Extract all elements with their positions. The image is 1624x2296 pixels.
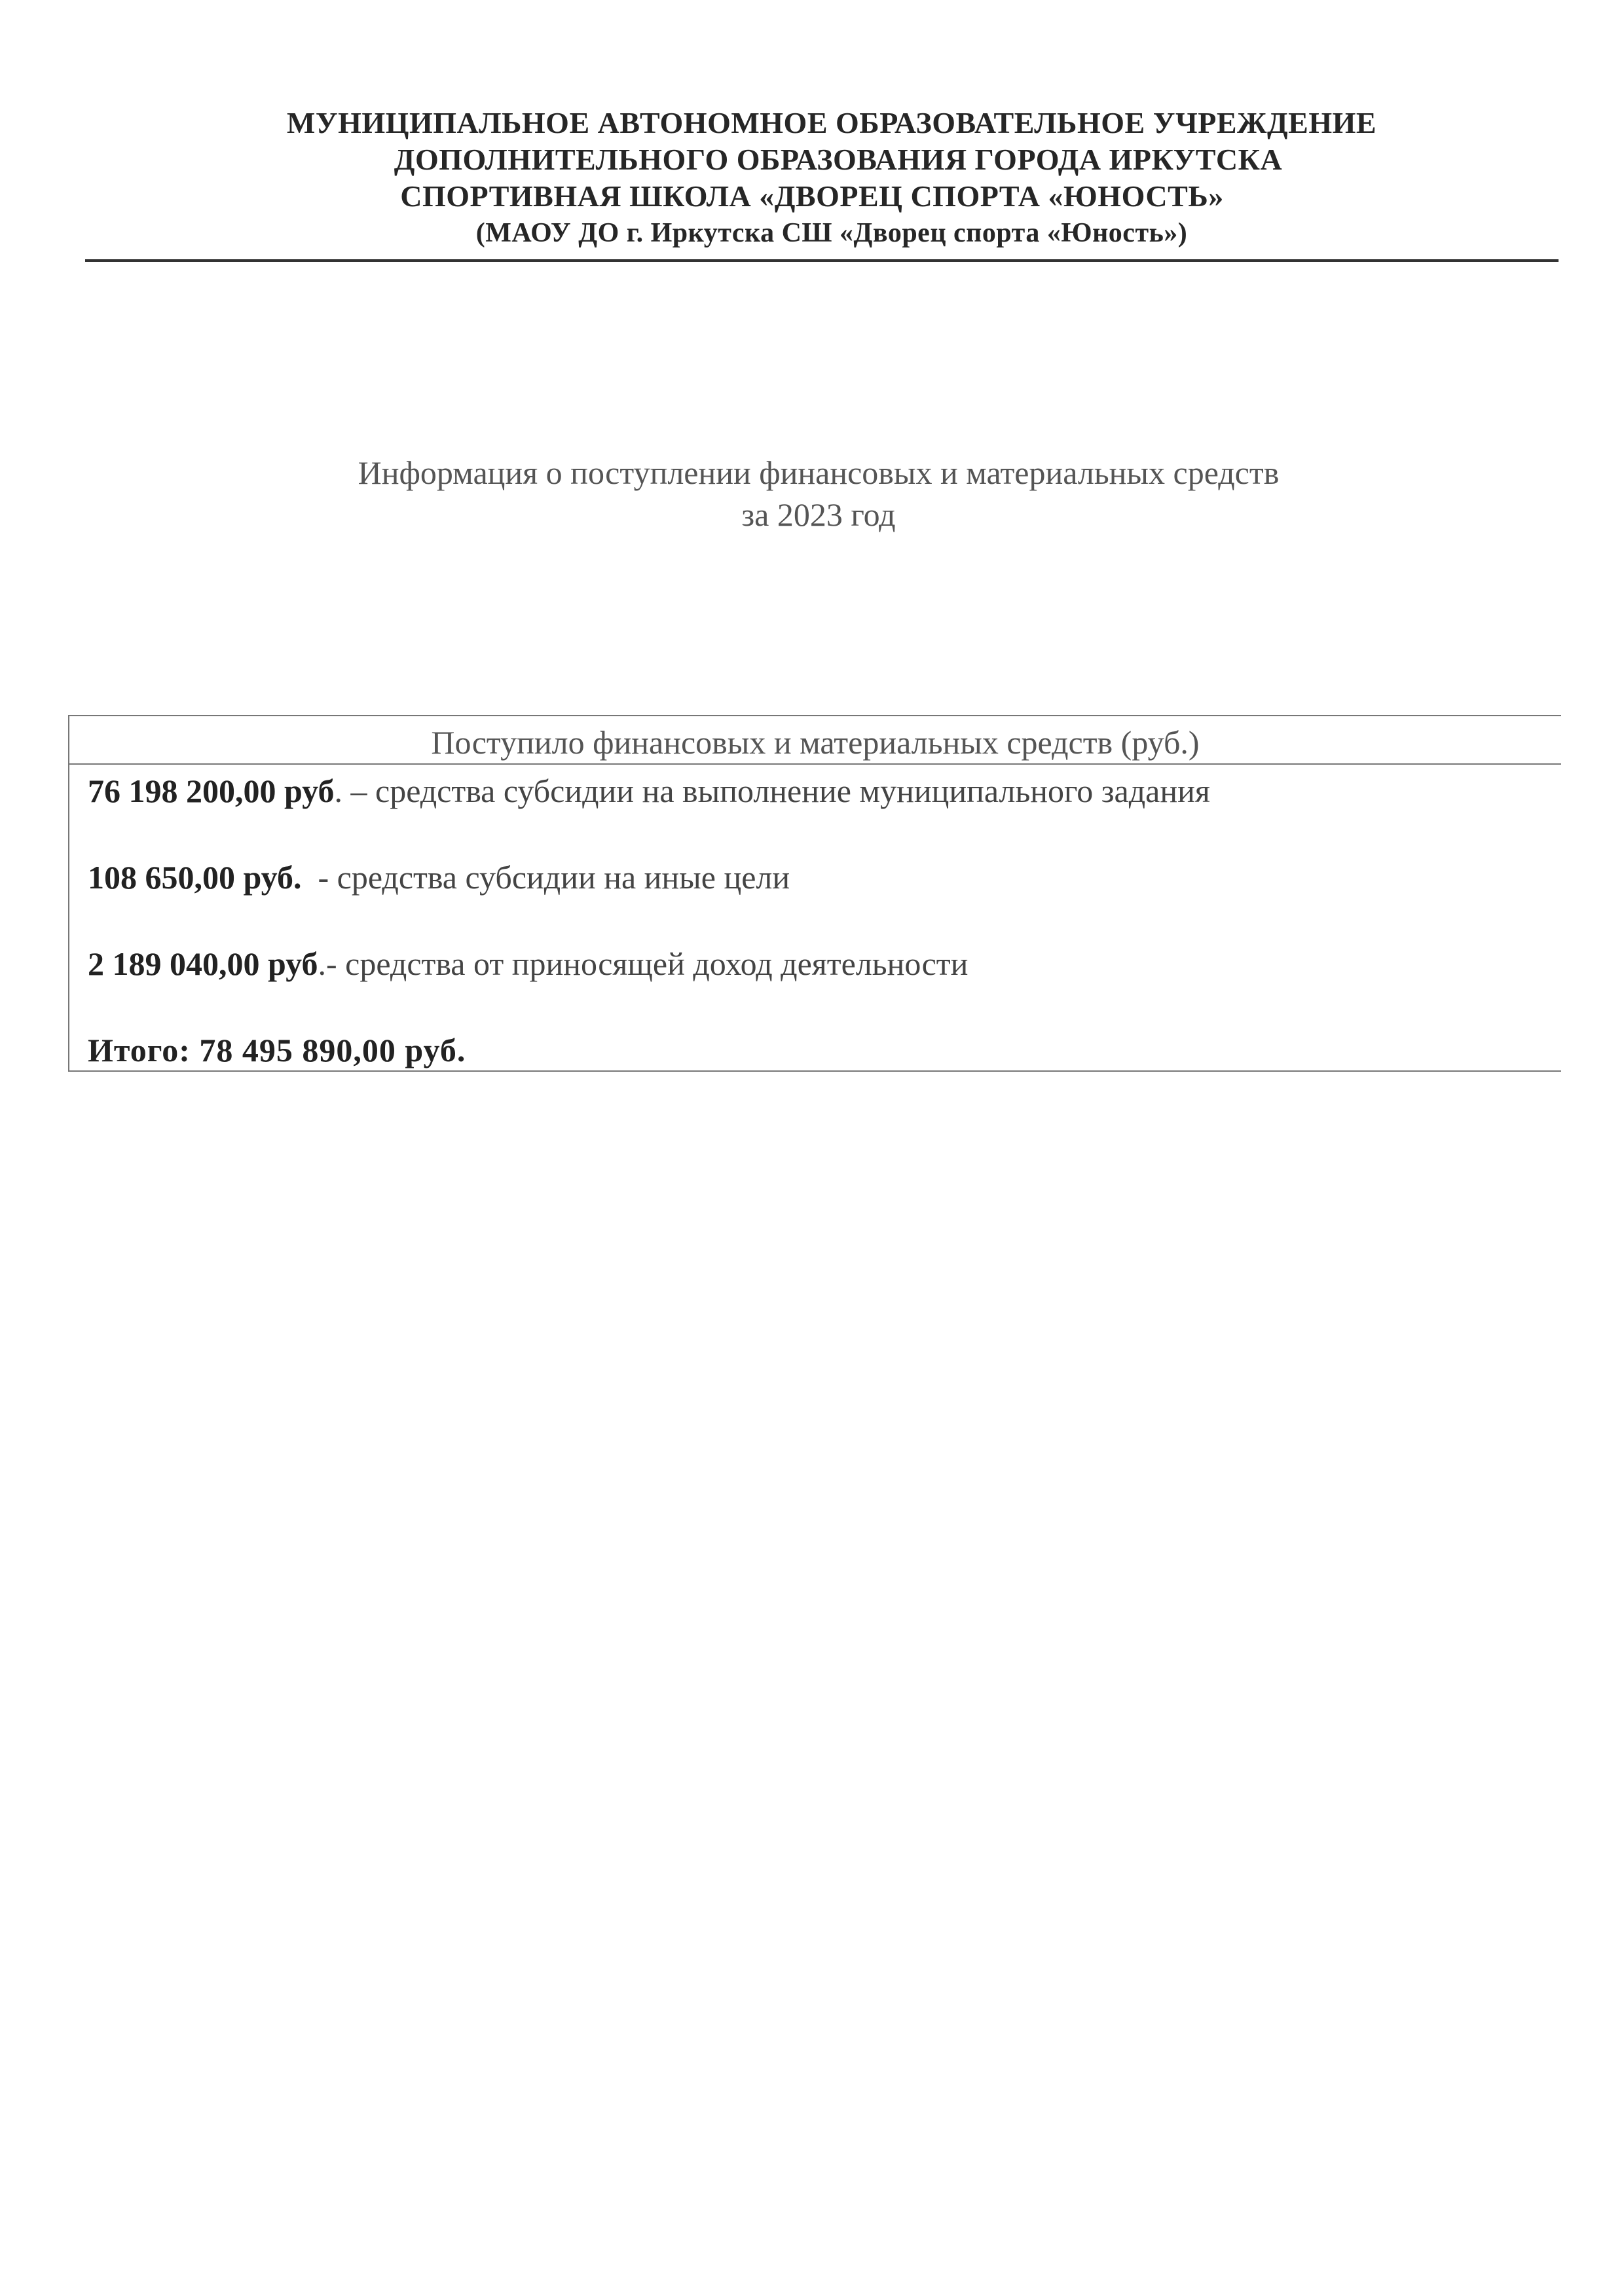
letterhead-divider bbox=[85, 259, 1559, 262]
funding-amount: 76 198 200,00 руб bbox=[88, 773, 335, 809]
document-title-line-1: Информация о поступлении финансовых и материальных средств bbox=[358, 454, 1280, 491]
funding-table-header: Поступило финансовых и материальных средств (руб.) bbox=[69, 716, 1561, 765]
letterhead-line-1: МУНИЦИПАЛЬНОЕ АВТОНОМНОЕ ОБРАЗОВАТЕЛЬНОЕ УЧРЕЖДЕНИЕ bbox=[286, 106, 1377, 139]
funding-row-other-purposes bbox=[88, 858, 1561, 897]
document-title-line-2: за 2023 год bbox=[741, 496, 896, 533]
funding-description: .- средства от приносящей доход деятельности bbox=[318, 945, 969, 982]
funding-description: - средства субсидии на иные цели bbox=[301, 859, 790, 896]
letterhead-line-4: (МАОУ ДО г. Иркутска СШ «Дворец спорта «Юность») bbox=[475, 218, 1188, 248]
letterhead-line-2: ДОПОЛНИТЕЛЬНОГО ОБРАЗОВАНИЯ ГОРОДА ИРКУТСКА bbox=[394, 143, 1283, 176]
funding-description: . – средства субсидии на выполнение муниципального задания bbox=[334, 773, 1210, 809]
document-title bbox=[131, 452, 1506, 536]
funding-row-municipal-task bbox=[88, 771, 1561, 811]
funding-amount: 108 650,00 руб. bbox=[88, 859, 302, 896]
funding-table bbox=[68, 715, 1561, 1072]
funding-total bbox=[88, 1030, 1561, 1070]
funding-total-value: Итого: 78 495 890,00 руб. bbox=[88, 1032, 466, 1068]
funding-row-income-activity bbox=[88, 944, 1561, 983]
letterhead bbox=[79, 105, 1559, 251]
funding-amount: 2 189 040,00 руб bbox=[88, 945, 318, 982]
letterhead-line-3: СПОРТИВНАЯ ШКОЛА «ДВОРЕЦ СПОРТА «ЮНОСТЬ» bbox=[400, 179, 1224, 213]
